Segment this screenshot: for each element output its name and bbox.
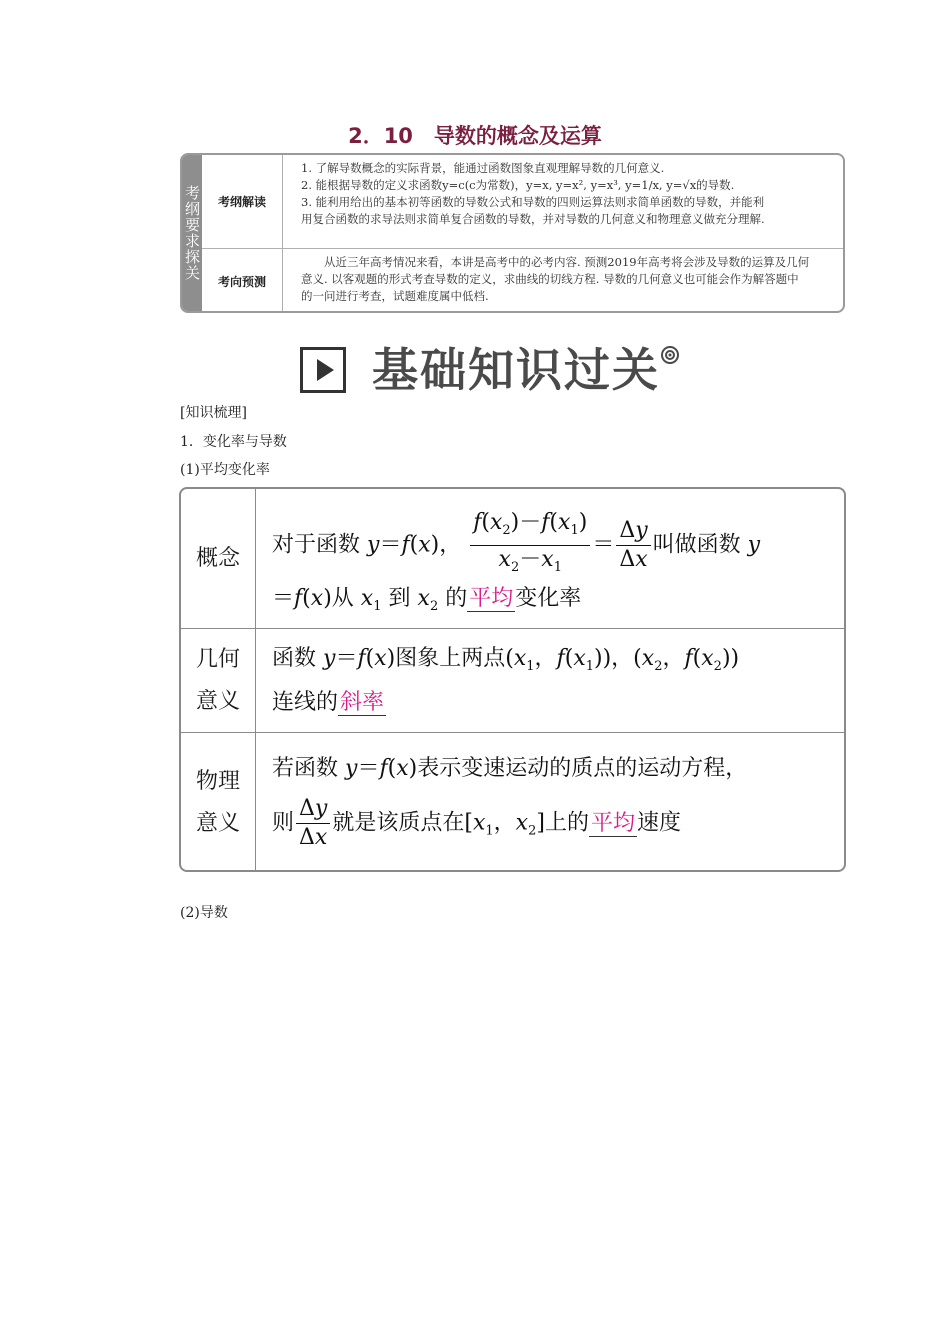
physical-text: 上的 [544, 810, 589, 836]
concept-text: 变化率 [515, 586, 582, 611]
concept-text: 到 [388, 586, 411, 611]
physical-text: 若函数 [272, 756, 339, 781]
page-title: 2．10 导数的概念及运算 [348, 124, 602, 148]
outline-side-text: 考纲要求探关 [183, 185, 201, 281]
section-tag: [知识梳理] [180, 405, 247, 421]
concept-text: 从 [331, 586, 354, 611]
section-banner [300, 343, 690, 398]
table-row-geometric [181, 629, 844, 733]
heading-average-rate: (1)平均变化率 [180, 462, 270, 478]
heading-derivative: (2)导数 [180, 905, 228, 921]
difference-quotient: $\frac{f(x_2)-f(x_1)}{x_2-x_1}$ [470, 509, 590, 582]
row-label-concept: 概念 [181, 489, 256, 628]
outline-line: 意义. 以客观题的形式考查导数的定义，求曲线的切线方程. 导数的几何意义也可能会作为解答题中 [301, 272, 799, 286]
row-label-physical [181, 733, 256, 872]
geometric-text: 连线的 [272, 690, 339, 715]
label-part: 意义 [195, 688, 240, 714]
row-body-geometric: 函数 y＝f(x)图象上两点($x_1$，$f(x_1)$)，($x_2$，$f(x_2)$) 连线的斜率 [272, 646, 740, 715]
label-part: 意义 [195, 810, 240, 836]
target-icon [660, 345, 680, 365]
outline-line: 用复合函数的求导法则求简单复合函数的导数，并对导数的几何意义和物理意义做充分理解. [301, 212, 765, 226]
outline-row-label: 考向预测 [202, 249, 283, 313]
answer-blank: 平均 [590, 810, 635, 836]
play-icon [300, 347, 346, 393]
outline-row-forecast [202, 249, 843, 313]
answer-blank: 斜率 [340, 690, 385, 715]
outline-row-body [283, 155, 843, 248]
geometric-text: 函数 [272, 646, 317, 671]
label-part: 几何 [195, 646, 240, 672]
geometric-text: 图象上两点 [395, 646, 506, 671]
outline-line: 1. 了解导数概念的实际背景，能通过函数图象直观理解导数的几何意义. [301, 161, 665, 175]
physical-text: 就是该质点在 [332, 810, 465, 836]
outline-line: 的一问进行考查，试题难度属中低档. [301, 289, 489, 303]
table-row-physical [181, 733, 844, 872]
label-part: 物理 [195, 768, 240, 794]
concept-text: 的 [445, 586, 468, 611]
outline-line: 从近三年高考情况来看，本讲是高考中的必考内容. 预测2019年高考将会涉及导数的运算及几何 [324, 255, 810, 269]
heading-change-rate: 1．变化率与导数 [180, 434, 287, 450]
outline-row-label: 考纲解读 [202, 155, 283, 248]
physical-text: 速度 [637, 810, 682, 836]
exam-outline-box [180, 153, 845, 313]
delta-quotient: $\frac{\Delta y}{\Delta x}$ [616, 517, 650, 574]
delta-quotient: $\frac{\Delta y}{\Delta x}$ [296, 795, 330, 852]
concept-text: 对于函数 [272, 532, 361, 558]
outline-side-label [182, 155, 202, 311]
row-body-physical: 若函数 y＝f(x)表示变速运动的质点的运动方程， 则 $\frac{\Delta y}{\Delta x}$ 就是该质点在[$x_1$，$x_2$]上的平均速度 [272, 756, 748, 850]
row-label-geometric [181, 629, 256, 732]
outline-row-body [283, 249, 843, 313]
concept-text: 叫做函数 [652, 532, 741, 558]
physical-text: 表示变速运动的质点的运动方程， [417, 756, 748, 781]
banner-title: 基础知识过关 [372, 343, 660, 397]
row-body-concept: 对于函数 y＝f(x)， $\frac{f(x_2)-f(x_1)}{x_2-x_1}$ ＝ $\frac{\Delta y}{\Delta x}$ 叫做函数 y ＝f(x)从 $x_1$ 到 $x_2$ 的平均变化率 [272, 510, 761, 614]
table-row-concept [181, 489, 844, 629]
answer-blank: 平均 [469, 586, 514, 611]
physical-text: 则 [272, 810, 295, 836]
outline-line: 3. 能利用给出的基本初等函数的导数公式和导数的四则运算法则求简单函数的导数，并能利 [301, 195, 765, 209]
average-rate-table [179, 487, 846, 872]
outline-row-syllabus [202, 155, 843, 249]
outline-line: 2. 能根据导数的定义求函数y=c(c为常数)，y=x, y=x², y=x³, y=1/x, y=√x的导数. [301, 178, 735, 192]
